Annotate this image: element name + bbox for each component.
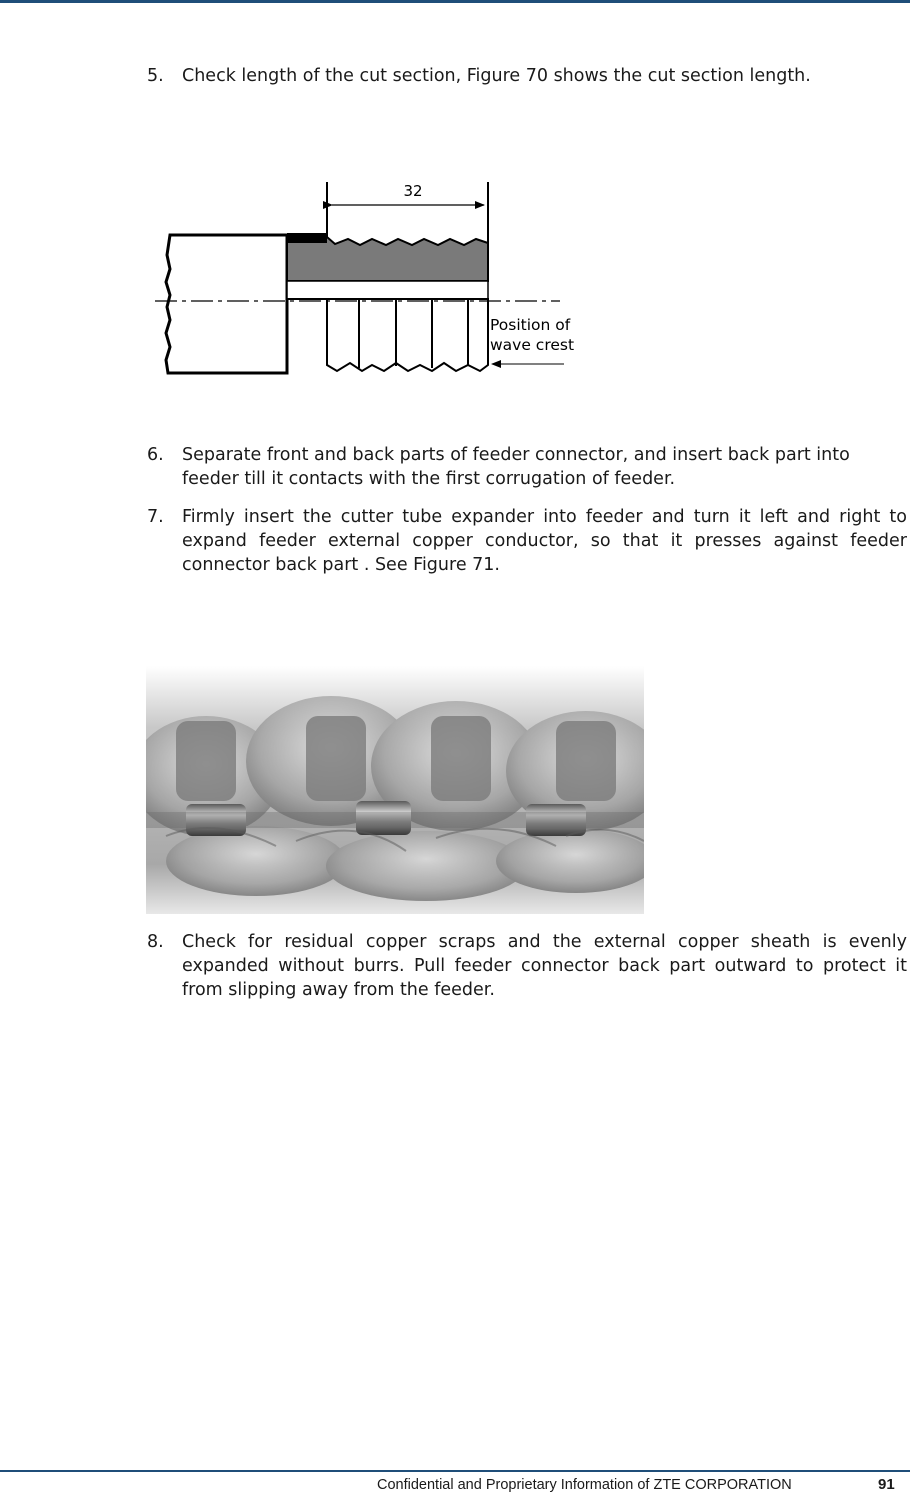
callout-label-line2: wave crest bbox=[490, 336, 575, 354]
step-6 bbox=[147, 443, 907, 491]
outer-sheath-section bbox=[287, 237, 488, 281]
footer-confidentiality-notice: Confidential and Proprietary Information of ZTE CORPORATION bbox=[377, 1477, 792, 1493]
dimension-label: 32 bbox=[403, 182, 423, 200]
sheath-edge bbox=[287, 233, 327, 243]
step-text: Separate front and back parts of feeder connector, and insert back part into feeder till it contacts with the first corrugation of feeder. bbox=[182, 445, 850, 489]
page-number: 91 bbox=[878, 1476, 895, 1493]
step-text: Firmly insert the cutter tube expander into feeder and turn it left and right to expand feeder external copper conductor, so that it presses against feeder connector back part . See Figure 71. bbox=[182, 507, 907, 575]
step-number: 7. bbox=[147, 507, 164, 527]
step-number: 8. bbox=[147, 932, 164, 952]
corrugated-section bbox=[327, 299, 488, 371]
step-text: Check length of the cut section, Figure 70 shows the cut section length. bbox=[182, 66, 811, 86]
step-text: Check for residual copper scraps and the external copper sheath is evenly expanded without burrs. Pull feeder connector back part outward to protect it from slipping away from the feeder. bbox=[182, 932, 907, 1000]
footer-rule bbox=[0, 1470, 910, 1472]
step-8 bbox=[147, 930, 907, 1002]
cable-body bbox=[166, 235, 287, 373]
header-rule bbox=[0, 0, 910, 3]
inner-conductor bbox=[287, 281, 488, 299]
figure-71-expander-photo bbox=[146, 666, 644, 914]
step-number: 5. bbox=[147, 66, 164, 86]
step-5 bbox=[147, 64, 907, 88]
figure-70-cut-section-diagram bbox=[150, 175, 610, 380]
callout-label-line1: Position of bbox=[490, 316, 571, 334]
step-7 bbox=[147, 505, 907, 577]
step-number: 6. bbox=[147, 445, 164, 465]
